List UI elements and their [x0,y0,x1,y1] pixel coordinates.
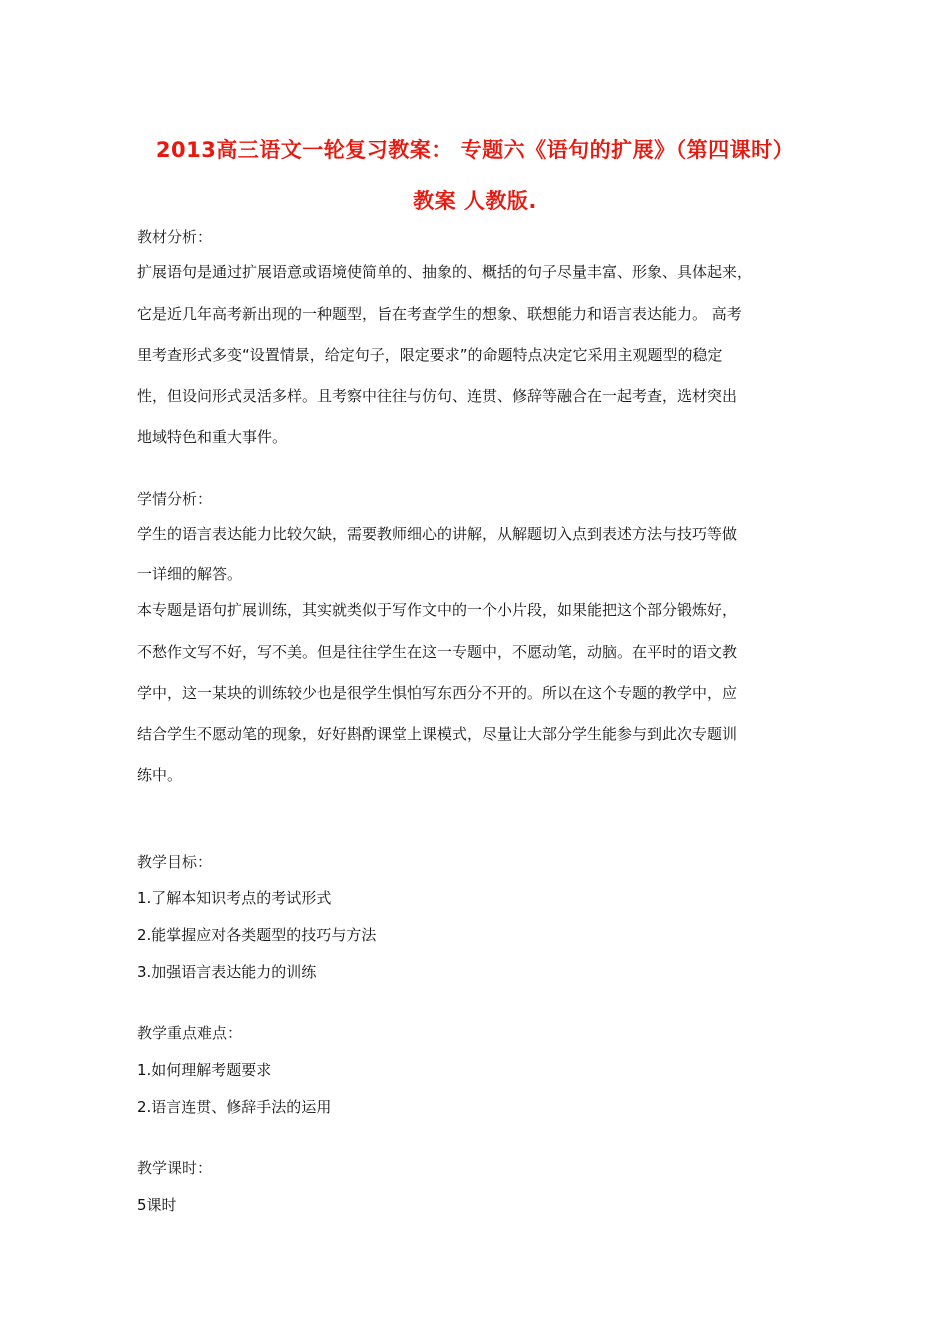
list-item: 1.了解本知识考点的考试形式 [137,889,332,907]
paragraph-line: 它是近几年高考新出现的一种题型，旨在考查学生的想象、联想能力和语言表达能力。 高考 [137,305,742,323]
document-title-line-1: 2013高三语文一轮复习教案： 专题六《语句的扩展》（第四课时） [155,138,795,162]
list-item: 2.能掌握应对各类题型的技巧与方法 [137,926,377,944]
class-hours-value: 5课时 [137,1196,177,1214]
paragraph-line: 练中。 [137,766,183,784]
paragraph-line: 不愁作文写不好，写不美。但是往往学生在这一专题中，不愿动笔，动脑。在平时的语文教 [137,643,738,661]
section-heading-key-points: 教学重点难点： [137,1024,243,1042]
paragraph-line: 扩展语句是通过扩展语意或语境使简单的、抽象的、概括的句子尽量丰富、形象、具体起来， [137,263,753,281]
paragraph-line: 地域特色和重大事件。 [137,428,288,446]
document-title-line-2: 教案 人教版. [413,189,537,213]
paragraph-line: 性，但设问形式灵活多样。且考察中往往与仿句、连贯、修辞等融合在一起考查，选材突出 [137,387,738,405]
section-heading-class-hours: 教学课时： [137,1159,213,1177]
paragraph-line: 里考查形式多变“设置情景，给定句子，限定要求”的命题特点决定它采用主观题型的稳定 [137,346,723,364]
list-item: 2.语言连贯、修辞手法的运用 [137,1098,332,1116]
section-heading-materials-analysis: 教材分析： [137,228,213,246]
section-heading-teaching-goals: 教学目标： [137,853,213,871]
paragraph-line: 学生的语言表达能力比较欠缺，需要教师细心的讲解，从解题切入点到表述方法与技巧等做 [137,525,738,543]
list-item: 3.加强语言表达能力的训练 [137,963,317,981]
list-item: 1.如何理解考题要求 [137,1061,272,1079]
paragraph-line: 本专题是语句扩展训练，其实就类似于写作文中的一个小片段，如果能把这个部分锻炼好， [137,601,738,619]
paragraph-line: 结合学生不愿动笔的现象，好好斟酌课堂上课模式，尽量让大部分学生能参与到此次专题训 [137,725,738,743]
paragraph-line: 一详细的解答。 [137,565,243,583]
section-heading-student-analysis: 学情分析： [137,490,213,508]
paragraph-line: 学中，这一某块的训练较少也是很学生惧怕写东西分不开的。所以在这个专题的教学中，应 [137,684,738,702]
